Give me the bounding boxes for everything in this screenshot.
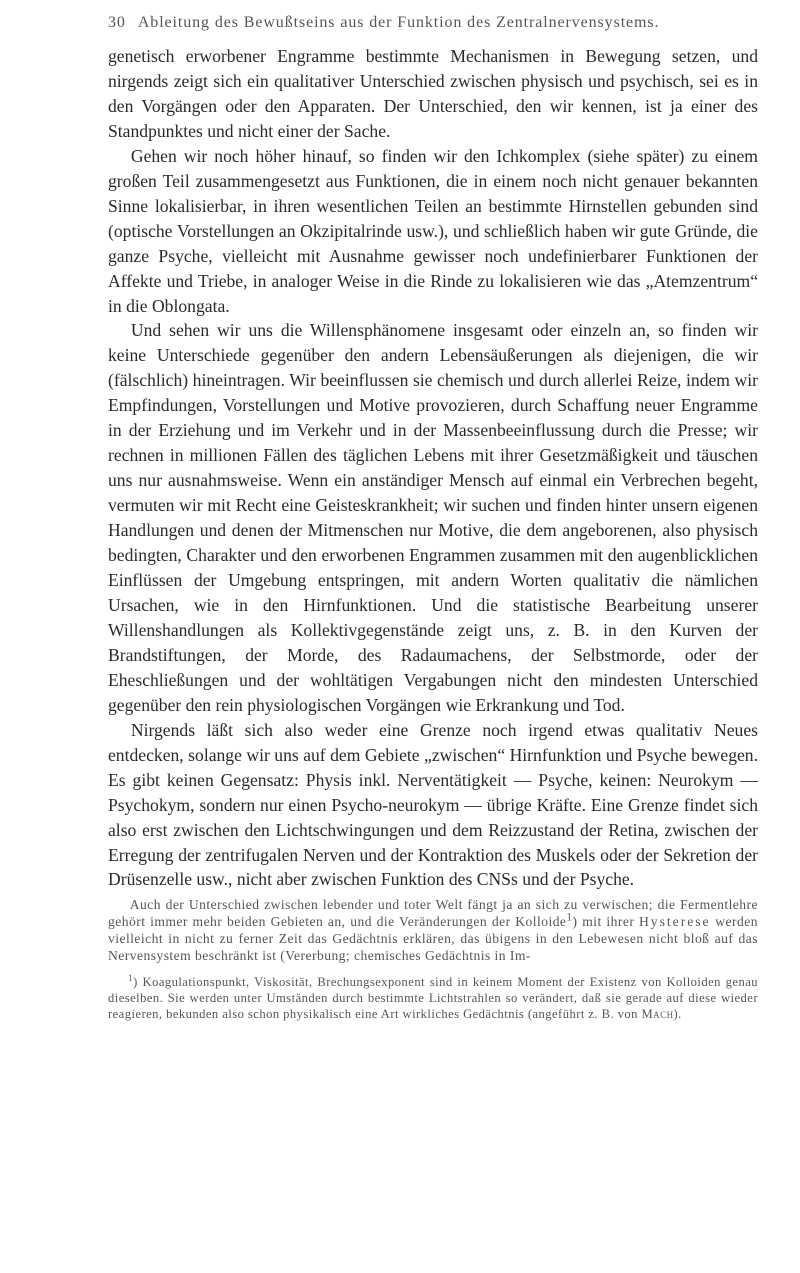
paragraph-3: Und sehen wir uns die Willensphänomene insgesamt oder einzeln an, so finden wir keine Unterschiede gegenüber den andern Lebensäußerungen als diejenigen, die wir (fälschlich) hineintragen. Wir beeinflussen sie chemisch und durch allerlei Reize, indem wir Empfindungen, Vorstellungen und Motive provozieren, durch Schaffung neuer Engramme in der Erziehung und im Verkehr und in der Massenbeeinflussung durch die Presse; wir rechnen in millionen Fällen des täglichen Lebens mit ihrer Gesetzmäßigkeit und täuschen uns nur ausnahmsweise. Wenn ein anständiger Mensch auf einmal ein Verbrechen begeht, vermuten wir mit Recht eine Geisteskrankheit; wir suchen und finden hinter unsern eigenen Handlungen und denen der Mitmenschen nur Motive, die dem angeborenen, also physisch bedingten, Charakter und den erworbenen Engrammen zusammen mit den augenblicklichen Einflüssen der Umgebung entspringen, mit andern Worten qualitativ die nämlichen Ursachen, wie in den Hirnfunktionen. Und die statistische Bearbeitung unserer Willenshandlungen als Kollektivgegenstände zeigt uns, z. B. in den Kurven der Brandstiftungen, der Morde, des Radaumachens, der Selbstmorde, oder der Eheschließungen und der wohltätigen Vergabungen nicht den mindesten Unterschied gegenüber den rein physiologischen Vorgängen wie Erkrankung und Tod. [108,320,758,715]
footnote-reference: 1 [566,911,573,924]
small-paragraph [108,896,758,964]
book-page [108,14,758,1022]
small-text-after: werden vielleicht in nicht zu ferner Zeit das Gedächtnis erklären, das übigens in den Lebewesen nicht bloß auf das Nervensystem beschränkt ist (Vererbung; chemisches Gedächtnis in Im- [108,914,758,964]
footnote-mark: 1 [128,973,134,984]
paragraph-2: Gehen wir noch höher hinauf, so finden wir den Ichkomplex (siehe später) zu einem großen Teil zusammengesetzt aus Funktionen, die in einem noch nicht genauer bekannten Sinne lokalisierbar, in ihren wesentlichen Teilen an bestimmte Hirnstellen gebunden sind (optische Vorstellungen an Okzipitalrinde usw.), und schließlich haben wir gute Gründe, die ganze Psyche, vielleicht mit Ausnahme gewisser noch undefinierbarer Funktionen der Affekte und Triebe, in analoger Weise in die Rinde zu lokalisieren wie das „Atemzentrum“ in die Oblongata. [108,145,758,316]
page-number: 30 [108,14,126,31]
running-header [108,14,758,32]
main-text [108,44,758,892]
emphasized-term: Hysterese [638,914,711,930]
small-text-before-note: Auch der Unterschied zwischen lebender und toter Welt fängt ja an sich zu verwischen; die Fermentlehre gehört immer mehr beiden Gebieten an, und die Veränderungen der Kolloide [108,897,758,930]
footnote-text: ) Koagulationspunkt, Viskosität, Brechungsexponent sind in keinem Moment der Existenz von Kolloiden genau dieselben. Sie werden unter Umständen durch bestimmte Lichtstrahlen so verändert, daß sie gerade auf diese wieder reagieren, bekunden also schon physikalisch eine Art wirkliches Gedächtnis (angeführt z. B. von [108,975,758,1022]
paragraph-1: genetisch erworbener Engramme bestimmte Mechanismen in Bewegung setzen, und nirgends zeigt sich ein qualitativer Unterschied zwischen physisch und psychisch, sei es in den Vorgängen oder den Apparaten. Der Unterschied, den wir kennen, ist ja einer des Standpunktes und nicht einer der Sache. [108,46,758,141]
footnote-end: ). [673,1007,682,1022]
footnotes [108,974,758,1022]
paragraph-4: Nirgends läßt sich also weder eine Grenze noch irgend etwas qualitativ Neues entdecken, solange wir uns auf dem Gebiete „zwischen“ Hirnfunktion und Psyche bewegen. Es gibt keinen Gegensatz: Physis inkl. Nerventätigkeit — Psyche, keinen: Neurokym — Psychokym, sondern nur einen Psycho-neurokym — übrige Kräfte. Eine Grenze findet sich also erst zwischen den Lichtschwingungen und dem Reizzustand der Retina, zwischen der Erregung der zentrifugalen Nerven und der Kontraktion des Muskels oder der Sekretion der Drüsenzelle usw., nicht aber zwischen Funktion des CNSs und der Psyche. [108,719,758,890]
running-title: Ableitung des Bewußtseins aus der Funktion des Zentralnervensystems. [137,14,660,31]
footnote-author: Mach [641,1007,674,1022]
small-text-middle: ) mit ihrer [572,914,639,930]
small-print-section [108,896,758,964]
footnote-1 [108,974,758,1022]
